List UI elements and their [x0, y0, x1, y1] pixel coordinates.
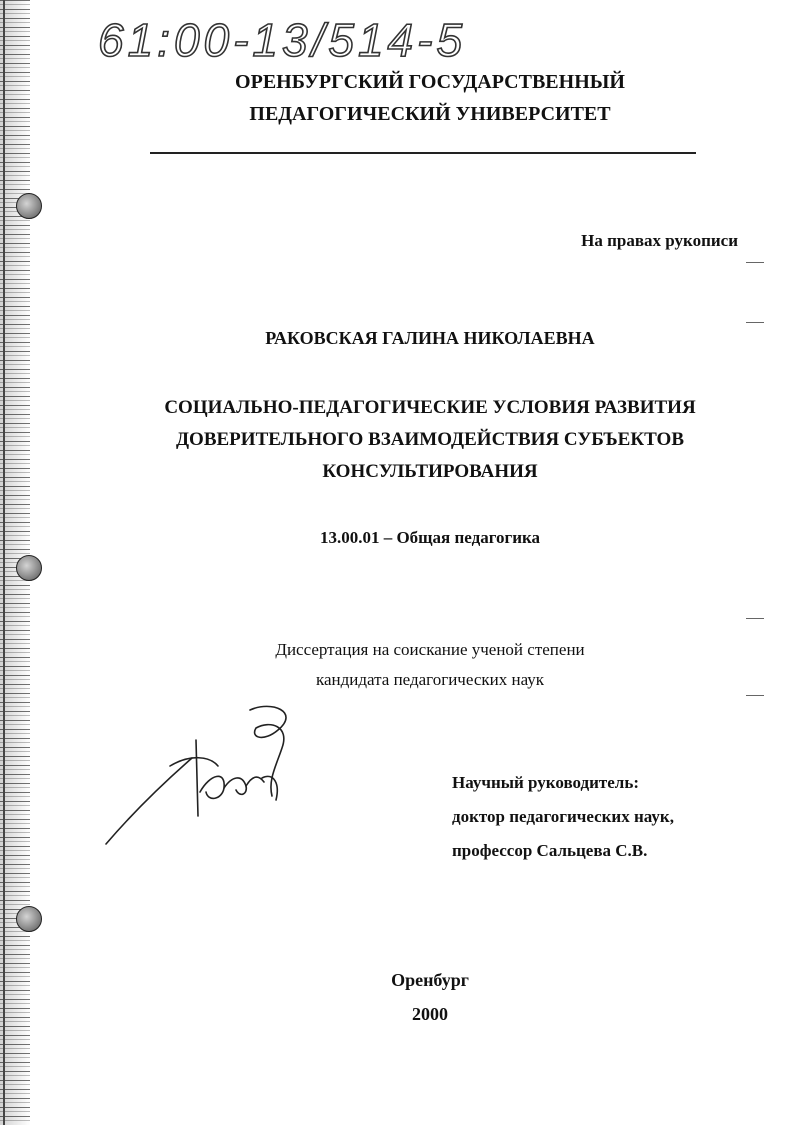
- institution-line-1: ОРЕНБУРГСКИЙ ГОСУДАРСТВЕННЫЙ: [235, 71, 625, 93]
- title-line-2: ДОВЕРИТЕЛЬНОГО ВЗАИМОДЕЙСТВИЯ СУБЪЕКТОВ: [175, 429, 685, 450]
- margin-mark: [746, 262, 764, 263]
- punch-hole: [16, 555, 42, 581]
- punch-hole: [16, 193, 42, 219]
- degree-line-2: кандидата педагогических наук: [315, 670, 545, 689]
- place-and-year: [0, 963, 794, 1031]
- degree-line-1: Диссертация на соискание ученой степени: [275, 640, 585, 659]
- year: 2000: [412, 1004, 448, 1024]
- supervisor-label: Научный руководитель:: [452, 773, 639, 792]
- supervisor-block: [452, 766, 674, 868]
- handwritten-signature: [100, 696, 310, 856]
- title-line-3: КОНСУЛЬТИРОВАНИЯ: [322, 461, 538, 482]
- margin-mark: [746, 322, 764, 323]
- institution-line-2: ПЕДАГОГИЧЕСКИЙ УНИВЕРСИТЕТ: [249, 103, 611, 125]
- supervisor-degree: доктор педагогических наук,: [452, 807, 674, 826]
- title-line-1: СОЦИАЛЬНО-ПЕДАГОГИЧЕСКИЕ УСЛОВИЯ РАЗВИТИЯ: [164, 397, 696, 418]
- institution-name: [0, 66, 794, 130]
- scan-border-line: [3, 0, 5, 1125]
- degree-statement: [0, 635, 794, 695]
- city: Оренбург: [391, 970, 469, 990]
- dissertation-title: [0, 392, 794, 488]
- margin-mark: [746, 618, 764, 619]
- header-divider: [150, 152, 696, 154]
- shelfmark-text: 61:00-13/514-5: [98, 14, 467, 66]
- supervisor-name: профессор Сальцева С.В.: [452, 841, 648, 860]
- margin-mark: [746, 695, 764, 696]
- specialty-code: 13.00.01 – Общая педагогика: [319, 528, 541, 547]
- author-name: РАКОВСКАЯ ГАЛИНА НИКОЛАЕВНА: [265, 328, 595, 348]
- punch-hole: [16, 906, 42, 932]
- handwritten-shelfmark: [98, 8, 538, 72]
- rights-notice: На правах рукописи: [581, 231, 738, 250]
